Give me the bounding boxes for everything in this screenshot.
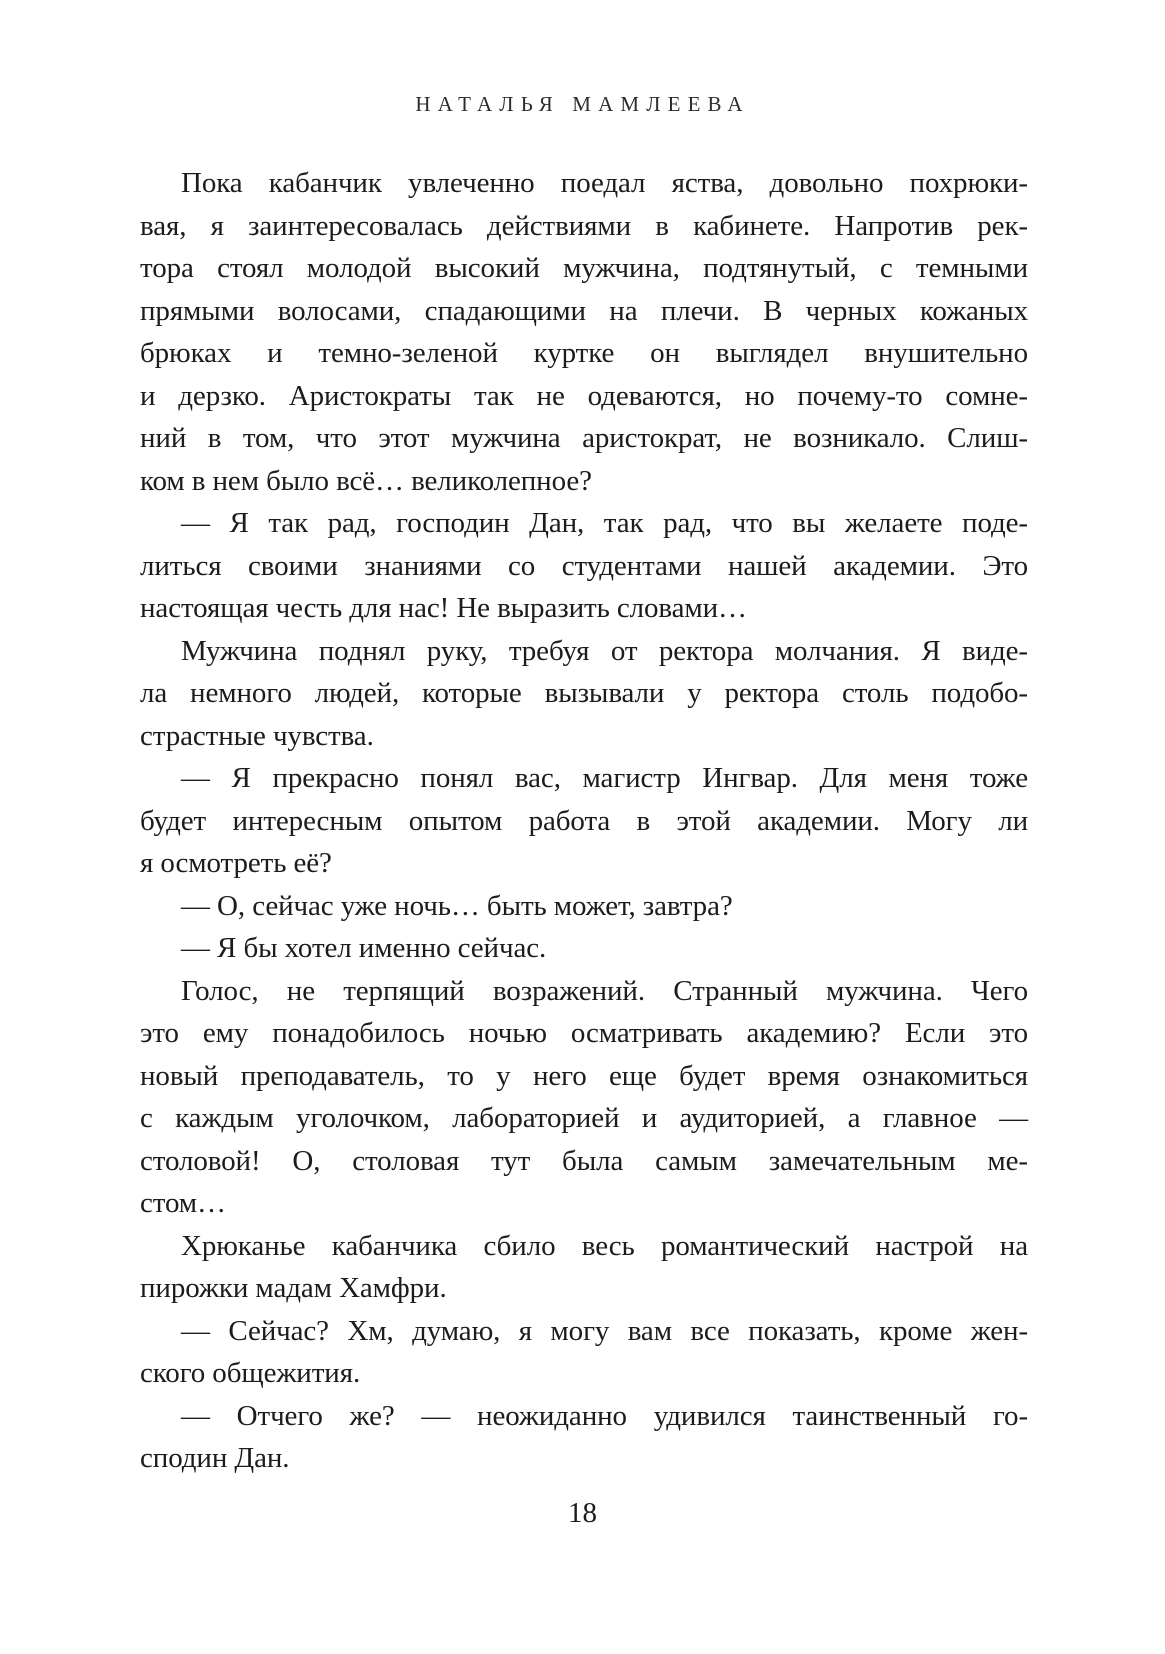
- text-line: — Отчего же? — неожиданно удивился таинственный го-: [181, 1399, 1028, 1432]
- text-line: пирожки мадам Хамфри.: [140, 1272, 447, 1304]
- text-line: — Я бы хотел именно сейчас.: [181, 932, 547, 964]
- text-line: — О, сейчас уже ночь… быть может, завтра?: [181, 889, 733, 922]
- text-line: столовой! О, столовая тут была самым замечательным ме-: [140, 1144, 1028, 1177]
- text-block: [140, 162, 1028, 1480]
- text-line: ний в том, что этот мужчина аристократ, не возникало. Слиш-: [140, 422, 1028, 454]
- text-line: тора стоял молодой высокий мужчина, подтянутый, с темными: [140, 252, 1028, 284]
- text-line: прямыми волосами, спадающими на плечи. В черных кожаных: [140, 294, 1028, 327]
- text-line: я осмотреть её?: [140, 847, 332, 879]
- text-line: — Я прекрасно понял вас, магистр Ингвар. Для меня тоже: [181, 762, 1028, 794]
- text-line: и дерзко. Аристократы так не одеваются, но почему-то сомне-: [140, 379, 1028, 412]
- text-line: брюках и темно-зеленой куртке он выглядел внушительно: [140, 337, 1028, 369]
- text-line: сподин Дан.: [140, 1442, 290, 1474]
- text-line: страстные чувства.: [140, 719, 374, 752]
- text-line: будет интересным опытом работа в этой академии. Могу ли: [140, 804, 1028, 837]
- text-line: Хрюканье кабанчика сбило весь романтический настрой на: [181, 1229, 1028, 1262]
- text-line: это ему понадобилось ночью осматривать академию? Если это: [140, 1017, 1028, 1049]
- text-line: — Сейчас? Хм, думаю, я могу вам все показать, кроме жен-: [181, 1314, 1028, 1347]
- text-line: Мужчина поднял руку, требуя от ректора молчания. Я виде-: [181, 634, 1028, 667]
- running-header: НАТАЛЬЯ МАМЛЕЕВА: [415, 92, 750, 116]
- text-line: ла немного людей, которые вызывали у ректора столь подобо-: [140, 677, 1028, 709]
- text-line: Пока кабанчик увлеченно поедал яства, довольно похрюки-: [181, 167, 1028, 199]
- text-line: Голос, не терпящий возражений. Странный мужчина. Чего: [181, 974, 1028, 1007]
- text-line: ского общежития.: [140, 1357, 361, 1389]
- text-line: ком в нем было всё… великолепное?: [140, 464, 592, 497]
- text-line: с каждым уголочком, лабораторией и аудиторией, а главное —: [140, 1102, 1028, 1134]
- text-line: вая, я заинтересовалась действиями в кабинете. Напротив рек-: [140, 209, 1028, 242]
- page-number: 18: [568, 1497, 597, 1529]
- text-line: — Я так рад, господин Дан, так рад, что вы желаете поде-: [181, 507, 1028, 539]
- text-line: литься своими знаниями со студентами нашей академии. Это: [140, 549, 1028, 582]
- text-line: настоящая честь для нас! Не выразить словами…: [140, 592, 747, 624]
- text-line: новый преподаватель, то у него еще будет время ознакомиться: [140, 1059, 1028, 1092]
- text-line: стом…: [140, 1187, 226, 1219]
